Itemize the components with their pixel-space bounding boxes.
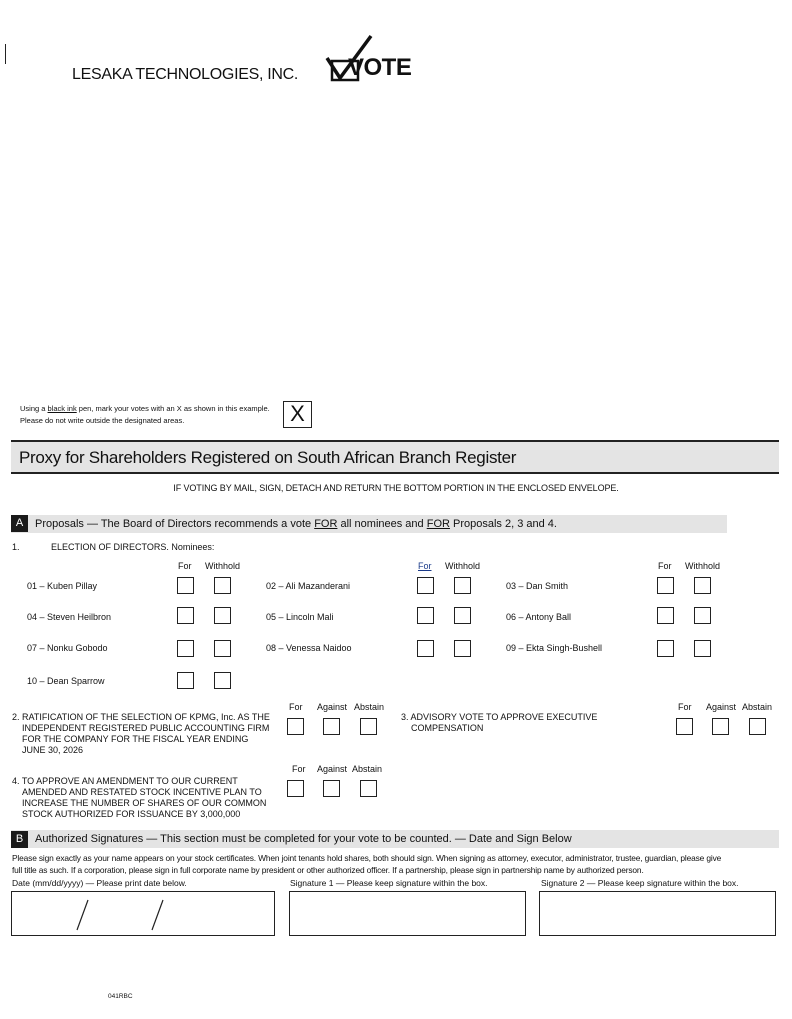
nominee-01-withhold-checkbox[interactable] xyxy=(214,577,231,594)
signature-2-box[interactable] xyxy=(539,891,776,936)
proposal-2-abstain-checkbox[interactable] xyxy=(360,718,377,735)
black-ink-text: black ink xyxy=(47,404,77,413)
nominee-09: 09 – Ekta Singh-Bushell xyxy=(506,643,603,653)
nominee-10: 10 – Dean Sparrow xyxy=(27,676,105,686)
nominee-10-withhold-checkbox[interactable] xyxy=(214,672,231,689)
nominee-08: 08 – Venessa Naidoo xyxy=(266,643,352,653)
proposal-3-abstain-checkbox[interactable] xyxy=(749,718,766,735)
p2-col-abstain: Abstain xyxy=(354,702,385,712)
nominee-03-withhold-checkbox[interactable] xyxy=(694,577,711,594)
instruction-line-1: Using a black ink pen, mark your votes with an X as shown in this example. xyxy=(20,404,270,413)
proposal-1-title: ELECTION OF DIRECTORS. Nominees: xyxy=(51,542,215,552)
p2-col-against: Against xyxy=(317,702,348,712)
example-x-mark: X xyxy=(290,401,305,426)
nominee-07-for-checkbox[interactable] xyxy=(177,640,194,657)
proposal-4-text: 4. TO APPROVE AN AMENDMENT TO OUR CURRENT AMENDED AND RESTATED STOCK INCENTIVE PLAN TO INCREASE THE NUMBER OF SHARES OF OUR COMMON STOCK AUTHORIZED FOR ISSUANCE BY 3,000,000 xyxy=(12,776,267,819)
col-for-1: For xyxy=(178,561,192,571)
text-cursor xyxy=(5,44,6,64)
p4-col-against: Against xyxy=(317,764,348,774)
nominee-05-for-checkbox[interactable] xyxy=(417,607,434,624)
nominee-06: 06 – Antony Ball xyxy=(506,612,572,622)
p4-col-for: For xyxy=(292,764,306,774)
col-for-3: For xyxy=(658,561,672,571)
signature-1-label: Signature 1 — Please keep signature within the box. xyxy=(290,878,488,888)
nominee-01-for-checkbox[interactable] xyxy=(177,577,194,594)
proposal-4-against-checkbox[interactable] xyxy=(323,780,340,797)
col-withhold-3: Withhold xyxy=(685,561,721,571)
nominee-02-for-checkbox[interactable] xyxy=(417,577,434,594)
nominee-02-withhold-checkbox[interactable] xyxy=(454,577,471,594)
nominee-01: 01 – Kuben Pillay xyxy=(27,581,98,591)
date-slashes xyxy=(12,892,276,937)
proposal-2-for-checkbox[interactable] xyxy=(287,718,304,735)
nominee-07: 07 – Nonku Gobodo xyxy=(27,643,108,653)
p2-col-for: For xyxy=(289,702,303,712)
date-label: Date (mm/dd/yyyy) — Please print date below. xyxy=(12,878,187,888)
section-b-heading: Authorized Signatures — This section must be completed for your vote to be counted. — Date and Sign Below xyxy=(35,833,572,845)
nominee-03: 03 – Dan Smith xyxy=(506,581,569,591)
date-input-box[interactable] xyxy=(11,891,275,936)
title-banner xyxy=(11,440,779,474)
nominee-05: 05 – Lincoln Mali xyxy=(266,612,334,622)
nominee-08-for-checkbox[interactable] xyxy=(417,640,434,657)
signature-instructions-2: full title as such. If a corporation, please sign in full corporate name by president or other authorized officer. If a partnership, please sign in partnership name by authorized person. xyxy=(12,865,644,875)
proposal-2-against-checkbox[interactable] xyxy=(323,718,340,735)
example-mark-box xyxy=(283,401,312,428)
p3-col-against: Against xyxy=(706,702,737,712)
col-withhold-2: Withhold xyxy=(445,561,481,571)
nominee-04-for-checkbox[interactable] xyxy=(177,607,194,624)
proposal-1-number: 1. xyxy=(12,542,20,552)
footer-code: 041RBC xyxy=(108,993,133,1000)
proposal-3-text: 3. ADVISORY VOTE TO APPROVE EXECUTIVE COMPENSATION xyxy=(401,712,598,733)
nominee-04-withhold-checkbox[interactable] xyxy=(214,607,231,624)
nominee-03-for-checkbox[interactable] xyxy=(657,577,674,594)
signature-2-label: Signature 2 — Please keep signature within the box. xyxy=(541,878,739,888)
nominee-06-for-checkbox[interactable] xyxy=(657,607,674,624)
page-title: Proxy for Shareholders Registered on South African Branch Register xyxy=(19,448,517,467)
proposal-4-for-checkbox[interactable] xyxy=(287,780,304,797)
company-name: LESAKA TECHNOLOGIES, INC. xyxy=(72,66,299,83)
col-withhold-1: Withhold xyxy=(205,561,241,571)
vote-logo xyxy=(324,34,412,84)
proposal-3-against-checkbox[interactable] xyxy=(712,718,729,735)
nominee-06-withhold-checkbox[interactable] xyxy=(694,607,711,624)
nominee-09-withhold-checkbox[interactable] xyxy=(694,640,711,657)
nominee-07-withhold-checkbox[interactable] xyxy=(214,640,231,657)
nominee-09-for-checkbox[interactable] xyxy=(657,640,674,657)
proposal-2-text: 2. RATIFICATION OF THE SELECTION OF KPMG, Inc. AS THE INDEPENDENT REGISTERED PUBLIC ACCOUNTING FIRM FOR THE COMPANY FOR THE FISCAL YEAR ENDING JUNE 30, 2026 xyxy=(12,712,270,755)
p3-col-for: For xyxy=(678,702,692,712)
p3-col-abstain: Abstain xyxy=(742,702,773,712)
nominee-04: 04 – Steven Heilbron xyxy=(27,612,112,622)
section-a-badge: A xyxy=(11,515,28,532)
instruction-line-2: Please do not write outside the designated areas. xyxy=(20,416,185,425)
p4-col-abstain: Abstain xyxy=(352,764,383,774)
vote-logo-text: VOTE xyxy=(348,54,412,81)
signature-instructions-1: Please sign exactly as your name appears on your stock certificates. When joint tenants hold shares, both should sign. When signing as attorney, executor, administrator, trustee, guardian, please give xyxy=(12,853,722,863)
nominee-05-withhold-checkbox[interactable] xyxy=(454,607,471,624)
signature-1-box[interactable] xyxy=(289,891,526,936)
nominee-08-withhold-checkbox[interactable] xyxy=(454,640,471,657)
section-b-badge: B xyxy=(11,831,28,848)
proposal-4-abstain-checkbox[interactable] xyxy=(360,780,377,797)
mail-instruction: IF VOTING BY MAIL, SIGN, DETACH AND RETURN THE BOTTOM PORTION IN THE ENCLOSED ENVELOPE. xyxy=(173,483,619,493)
section-a-heading: Proposals — The Board of Directors recommends a vote FOR all nominees and FOR Proposals 2, 3 and 4. xyxy=(35,518,557,530)
nominee-10-for-checkbox[interactable] xyxy=(177,672,194,689)
col-for-2: For xyxy=(418,561,432,571)
nominee-02: 02 – Ali Mazanderani xyxy=(266,581,351,591)
proposal-3-for-checkbox[interactable] xyxy=(676,718,693,735)
